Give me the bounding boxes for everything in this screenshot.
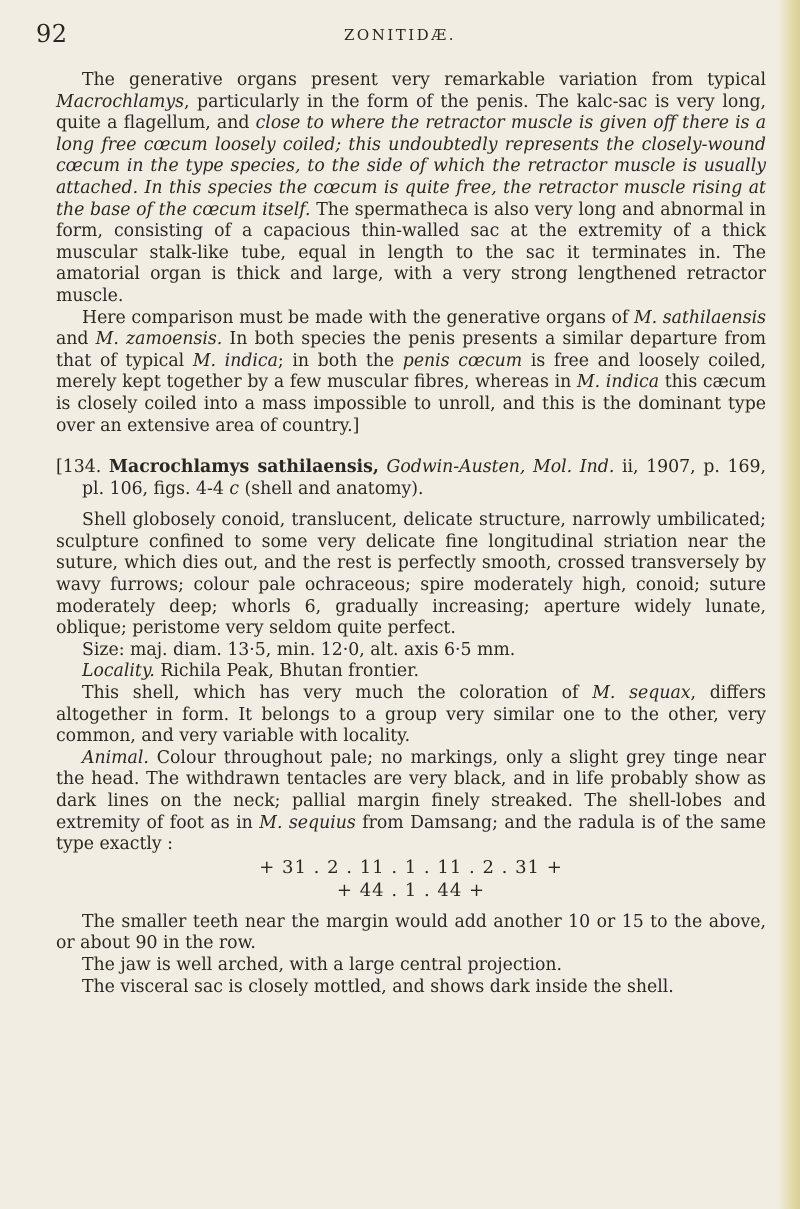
citation-text: ii, 1907, p. 169, pl. 106, figs. 4-4 <box>82 457 767 499</box>
page-number: 92 <box>36 20 68 48</box>
size-line: Size: maj. diam. 13·5, min. 12·0, alt. axis 6·5 mm. <box>82 639 516 660</box>
text-run: The spermatheca is also very long and abnormal in form, consisting of a capacious thin-walled sac at the extremity of a thick muscular stalk-like tube, equal in length to the sac it terminates in. The amatorial organ is thick and large, with a very strong lengthened retractor muscle. <box>56 199 766 306</box>
spacer <box>56 437 766 457</box>
paragraph-generative-organs <box>56 70 766 308</box>
species-name: M. sequius <box>259 812 356 833</box>
entry-number: [134. <box>56 457 102 478</box>
text-run: Colour throughout pale; no markings, only a slight grey tinge near the head. The withdrawn tentacles are very black, and in life probably show as dark lines on the neck; pallial margin finely streaked. The shell-lobes and extremity of foot as in <box>56 747 766 833</box>
text-run: ; in both the <box>277 350 403 371</box>
species-name: M. indica <box>576 372 660 393</box>
locality-label: Locality. <box>82 661 155 682</box>
text-run: This shell, which has very much the coloration of <box>82 683 593 704</box>
animal-paragraph <box>56 748 766 856</box>
animal-label: Animal. <box>82 747 149 768</box>
species-name: M. sathilaensis <box>633 307 766 328</box>
page-header <box>0 20 800 60</box>
text-run: this cæcum is closely coiled into a mass impossible to unroll, and this is the dominant type over an extensive area of country.] <box>56 372 766 436</box>
remark-paragraph <box>56 683 766 748</box>
paragraph-comparison <box>56 308 766 438</box>
citation-text: c <box>229 478 240 499</box>
term: penis cœcum <box>402 350 523 371</box>
closing-paragraph-teeth: The smaller teeth near the margin would add another 10 or 15 to the above, or about 90 in the row. <box>56 911 766 954</box>
running-head: ZONITIDÆ. <box>343 26 456 44</box>
citation-author: Godwin-Austen, Mol. Ind. <box>386 457 615 478</box>
genus-name: Macrochlamys <box>56 91 184 112</box>
species-name: M. zamoensis. <box>95 329 223 350</box>
text-run: is free and loosely coiled, merely kept together by a few muscular fibres, whereas in <box>56 350 766 393</box>
shell-description: Shell globosely conoid, translucent, delicate structure, narrowly umbilicated; sculpture confined to some very delicate fine longitudinal striation near the suture, which dies out, and the rest is perfectly smooth, crossed transversely by wavy furrows; colour pale ochraceous; spire moderately high, conoid; suture moderately deep; whorls 6, gradually increasing; aperture widely lunate, oblique; peristome very seldom quite perfect. <box>56 510 766 639</box>
locality-line <box>56 661 766 683</box>
text-run: The generative organs present very remarkable variation from typical <box>82 70 766 90</box>
species-entry-heading <box>56 457 766 500</box>
radula-formula-2: + 44 . 1 . 44 + <box>336 879 486 901</box>
text-run: In both species the penis presents a similar departure from that of typical <box>56 329 766 371</box>
species-name: M. sequax <box>592 683 691 704</box>
italic-passage: close to where the retractor muscle is given off there is a long free cœcum loosely coiled; this undoubtedly represents the closely-wound cœcum in the type species, to the side of which the retractor muscle is usually attached. In this species the cœcum is quite free, the retractor muscle rising at the base of the cœcum itself. <box>56 113 766 220</box>
radula-formula-1: + 31 . 2 . 11 . 1 . 11 . 2 . 31 + <box>259 856 563 878</box>
citation-text: (shell and anatomy). <box>239 478 424 499</box>
species-title: Macrochlamys sathilaensis, <box>108 457 379 478</box>
text-run: , particularly in the form of the penis. The kalc-sac is very long, quite a flagellum, and <box>56 91 766 134</box>
closing-paragraph-visceral: The visceral sac is closely mottled, and shows dark inside the shell. <box>82 976 674 997</box>
text-run: , differs altogether in form. It belongs to a group very similar one to the other, very common, and very variable with locality. <box>56 683 766 747</box>
text-run: Here comparison must be made with the generative organs of <box>82 307 634 328</box>
page-edge <box>778 0 800 1209</box>
page-body <box>56 70 766 998</box>
text-run: and <box>56 329 96 350</box>
species-name: M. indica <box>192 350 278 371</box>
closing-paragraph-jaw: The jaw is well arched, with a large central projection. <box>82 954 563 975</box>
spacer <box>56 902 766 912</box>
text-run: from Damsang; and the radula is of the same type exactly : <box>56 812 766 855</box>
locality-text: Richila Peak, Bhutan frontier. <box>154 661 419 682</box>
spacer <box>56 500 766 510</box>
